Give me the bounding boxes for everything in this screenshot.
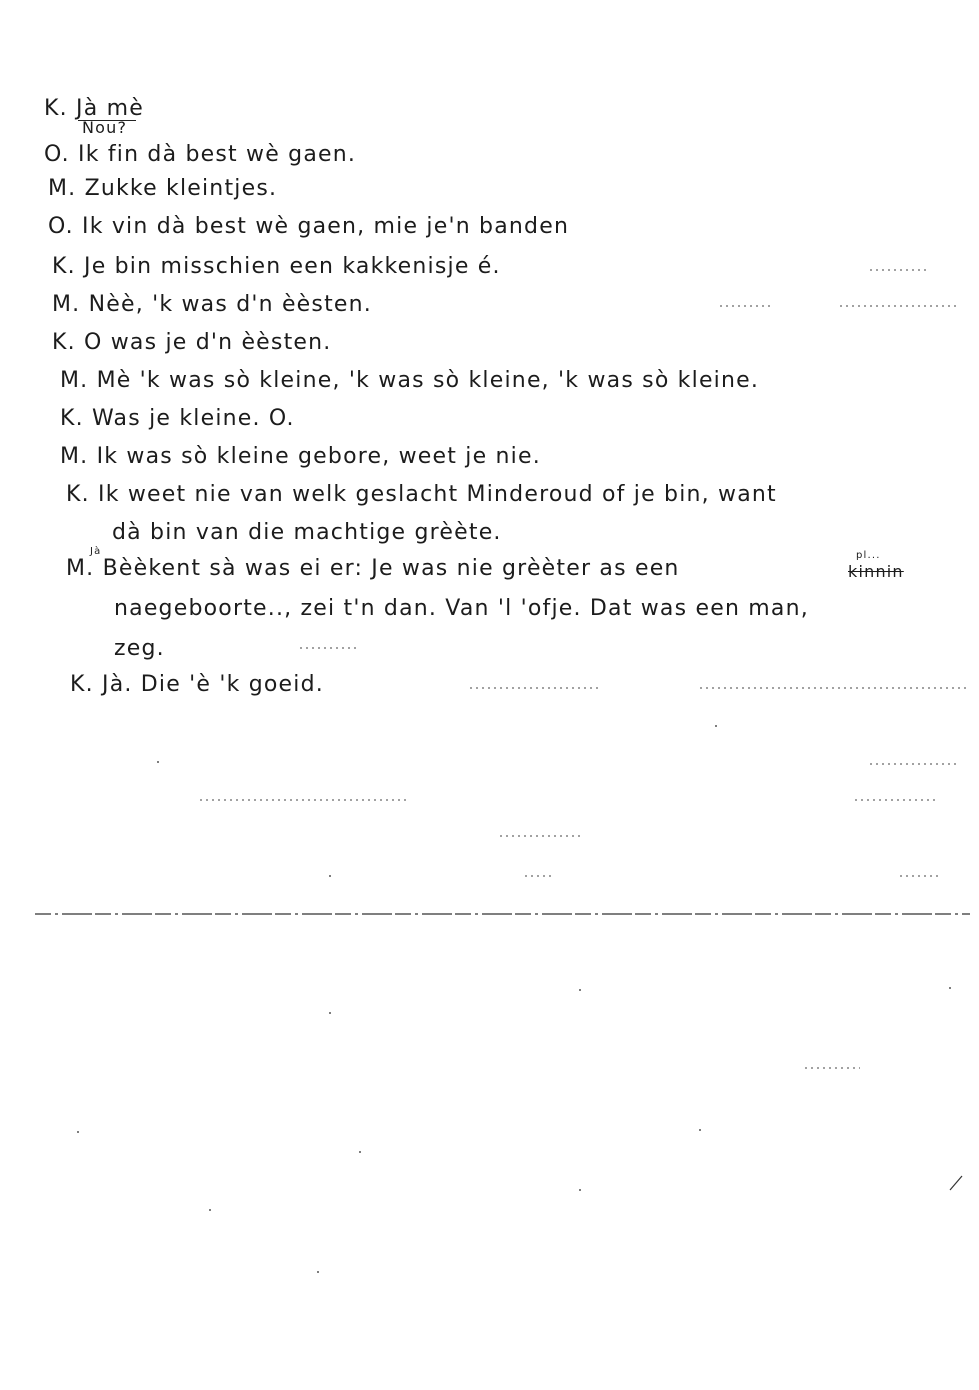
line-o-ik-vin: O. Ik vin dà best wè gaen, mie je'n banden — [48, 214, 570, 239]
line-m-zukke: M. Zukke kleintjes. — [48, 176, 278, 201]
line-k-ik-weet: K. Ik weet nie van welk geslacht Minderoud of je bin, want — [66, 482, 777, 507]
line-m-nee: M. Nèè, 'k was d'n èèsten. — [52, 292, 372, 317]
line-k-o-was: K. O was je d'n èèsten. — [52, 330, 332, 355]
line-m-me-k-was: M. Mè 'k was sò kleine, 'k was sò kleine, 'k was sò kleine. — [60, 368, 760, 393]
annotation-correction: pl... — [856, 550, 881, 561]
line-m-ik-was: M. Ik was sò kleine gebore, weet je nie. — [60, 444, 541, 469]
line-o-ik-fin: O. Ik fin dà best wè gaen. — [44, 142, 357, 167]
line-continuation-machtige: dà bin van die machtige grèète. — [112, 520, 502, 545]
line-zeg: zeg. — [114, 636, 165, 661]
line-k-ja-die: K. Jà. Die 'è 'k goeid. — [70, 672, 324, 697]
struck-word: kinnin — [848, 562, 904, 581]
line-k-je-bin: K. Je bin misschien een kakkenisje é. — [52, 254, 501, 279]
annotation-nou: Nou? — [82, 118, 128, 137]
annotation-ja: Jà — [90, 546, 102, 557]
line-naegeboorte: naegeboorte.., zei t'n dan. Van 'l 'ofje. Dat was een man, — [114, 596, 809, 621]
line-k-ja-me: K. Jà mè — [44, 96, 144, 121]
line-k-was-je-kleine: K. Was je kleine. O. — [60, 406, 295, 431]
line-m-beekent: M. Bèèkent sà was ei er: Je was nie grèèter as een — [66, 556, 680, 581]
